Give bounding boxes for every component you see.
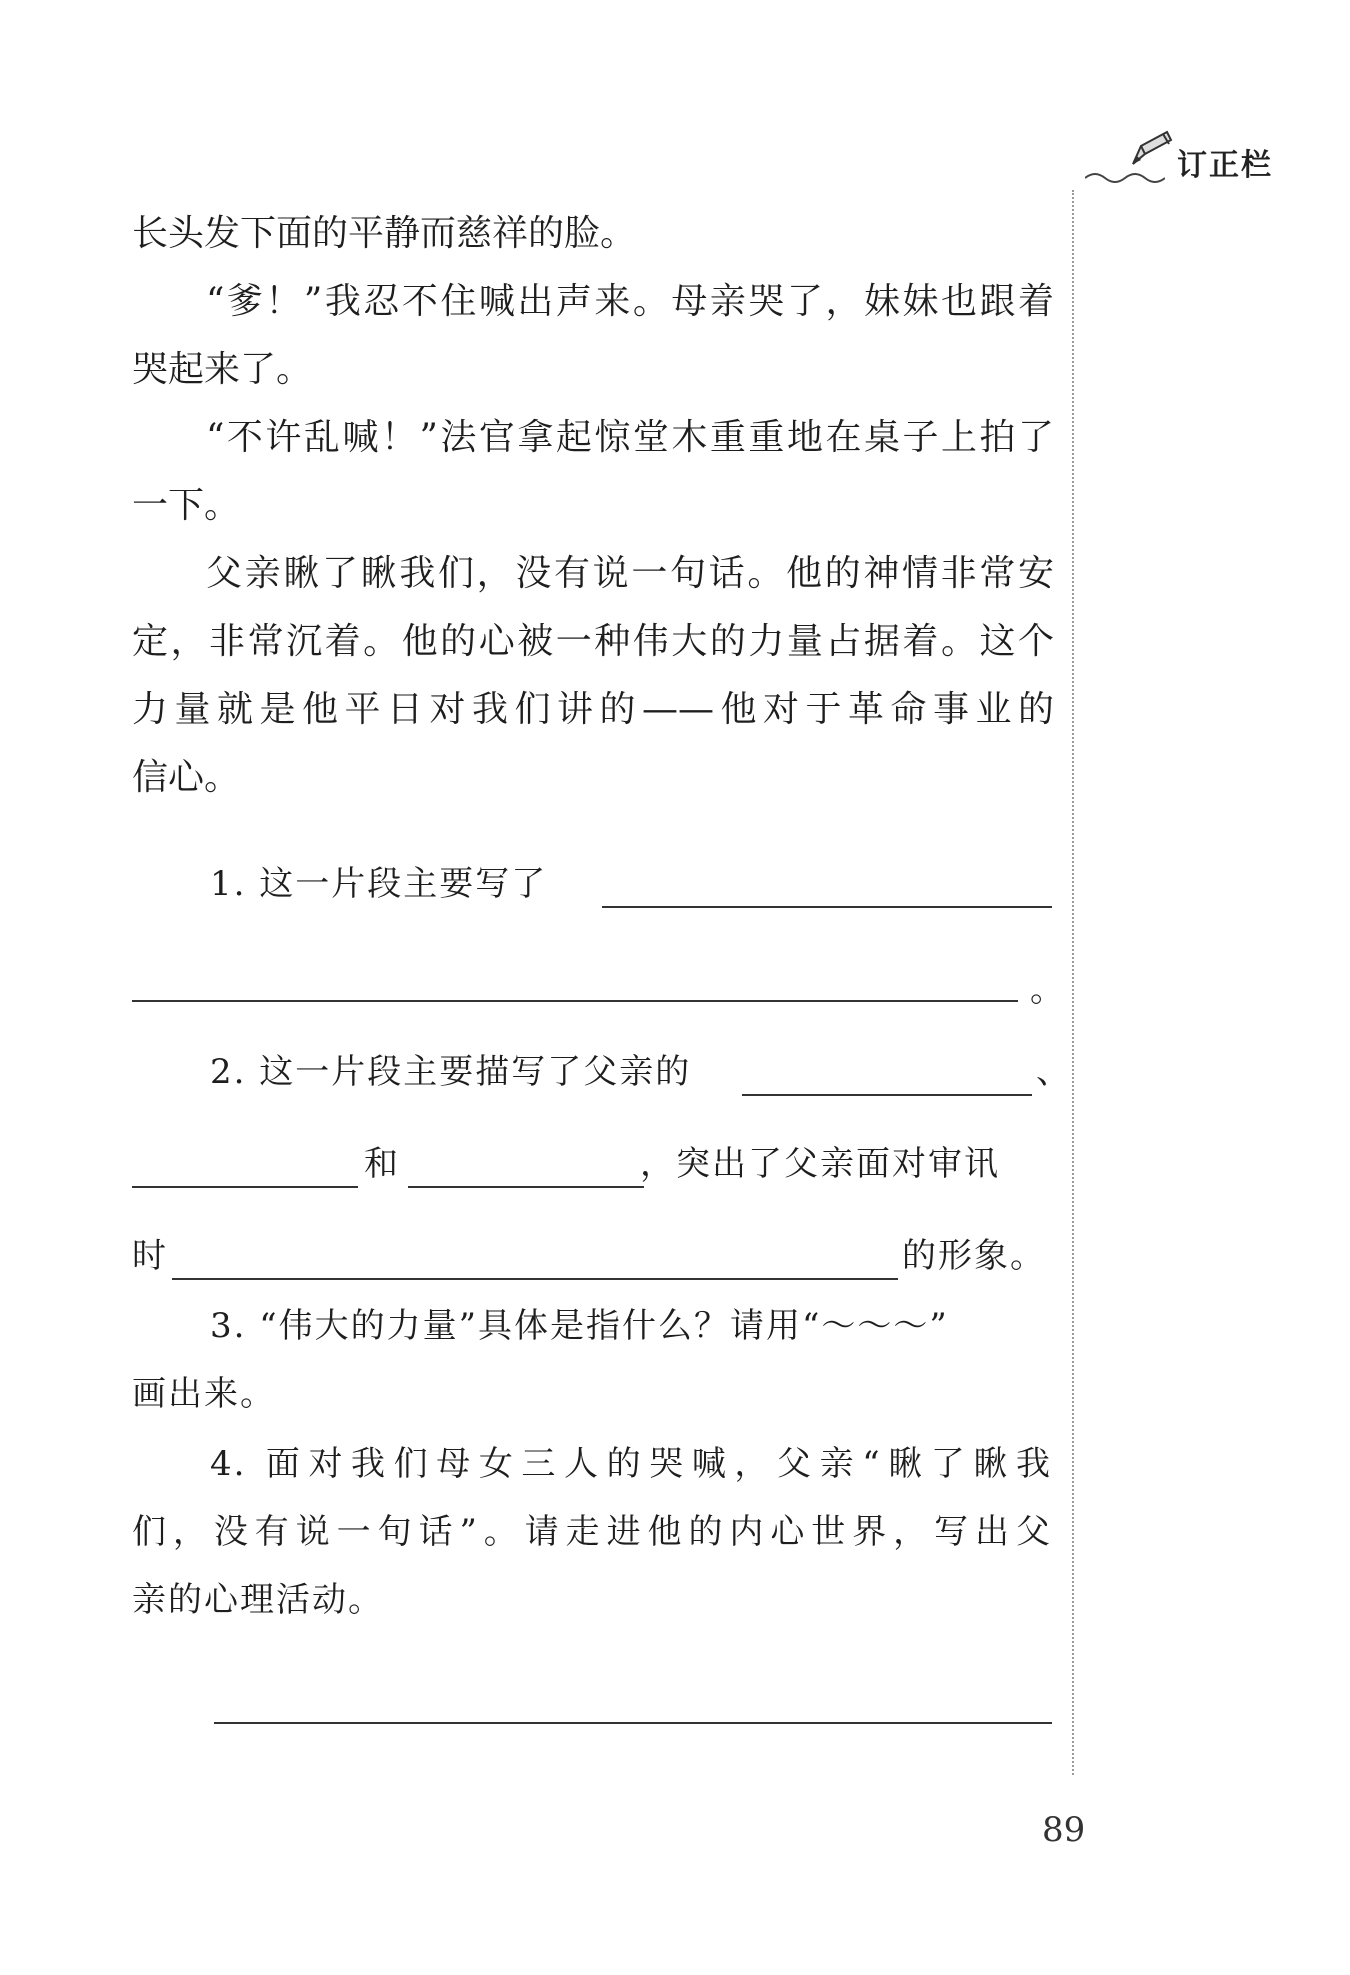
question-2-blank-2[interactable] [132,1186,358,1188]
passage-line: 父亲瞅了瞅我们，没有说一句话。他的神情非常安 [206,553,1054,594]
correction-column-divider [1072,190,1074,1775]
passage-line: 哭起来了。 [132,349,313,390]
question-4-line-3: 亲的心理活动。 [132,1580,384,1620]
question-2-blank-3[interactable] [408,1186,644,1188]
passage-line: 信心。 [132,757,241,798]
page-number: 89 [1042,1810,1086,1850]
passage-line: “爹！”我忍不住喊出声来。母亲哭了，妹妹也跟着 [206,281,1054,322]
correction-column-header [1085,126,1325,186]
question-2-blank-1[interactable] [742,1094,1032,1096]
question-1-end: 。 [1030,970,1066,1010]
pencil-icon [1127,126,1175,170]
question-4-answer-blank[interactable] [214,1722,1052,1724]
question-2-end: 的形象。 [902,1236,1046,1276]
question-1-text: 1. 这一片段主要写了 [210,864,548,904]
passage-line: 定，非常沉着。他的心被一种伟大的力量占据着。这个 [132,621,1054,662]
question-1-answer-blank[interactable] [602,906,1052,908]
question-2-and: 和 [364,1144,400,1184]
wavy-underline-symbol: ～～～ [821,1306,930,1346]
correction-column-label: 订正栏 [1177,148,1273,183]
passage-line: 一下。 [132,485,241,526]
question-1-answer-blank-2[interactable] [132,1000,1018,1002]
passage-line: 力量就是他平日对我们讲的——他对于革命事业的 [132,689,1054,730]
question-2-blank-4[interactable] [172,1278,898,1280]
question-3-text: 3. “伟大的力量”具体是指什么？请用“ [210,1306,822,1346]
question-2-mid: ，突出了父亲面对审讯 [640,1144,1000,1184]
passage-line: 长头发下面的平静而慈祥的脸。 [132,213,637,254]
question-2-sep: 、 [1036,1052,1072,1092]
question-4-line-1: 4. 面对我们母女三人的哭喊，父亲“瞅了瞅我 [210,1444,1052,1484]
question-4-line-2: 们，没有说一句话”。请走进他的内心世界，写出父 [132,1512,1052,1552]
question-3-line-1 [210,1304,949,1348]
question-2-text: 2. 这一片段主要描写了父亲的 [210,1052,692,1092]
question-3-line-2: 画出来。 [132,1374,276,1414]
question-3-close-quote: ” [929,1306,949,1346]
passage-line: “不许乱喊！”法官拿起惊堂木重重地在桌子上拍了 [206,417,1054,458]
question-2-prefix: 时 [132,1236,168,1276]
